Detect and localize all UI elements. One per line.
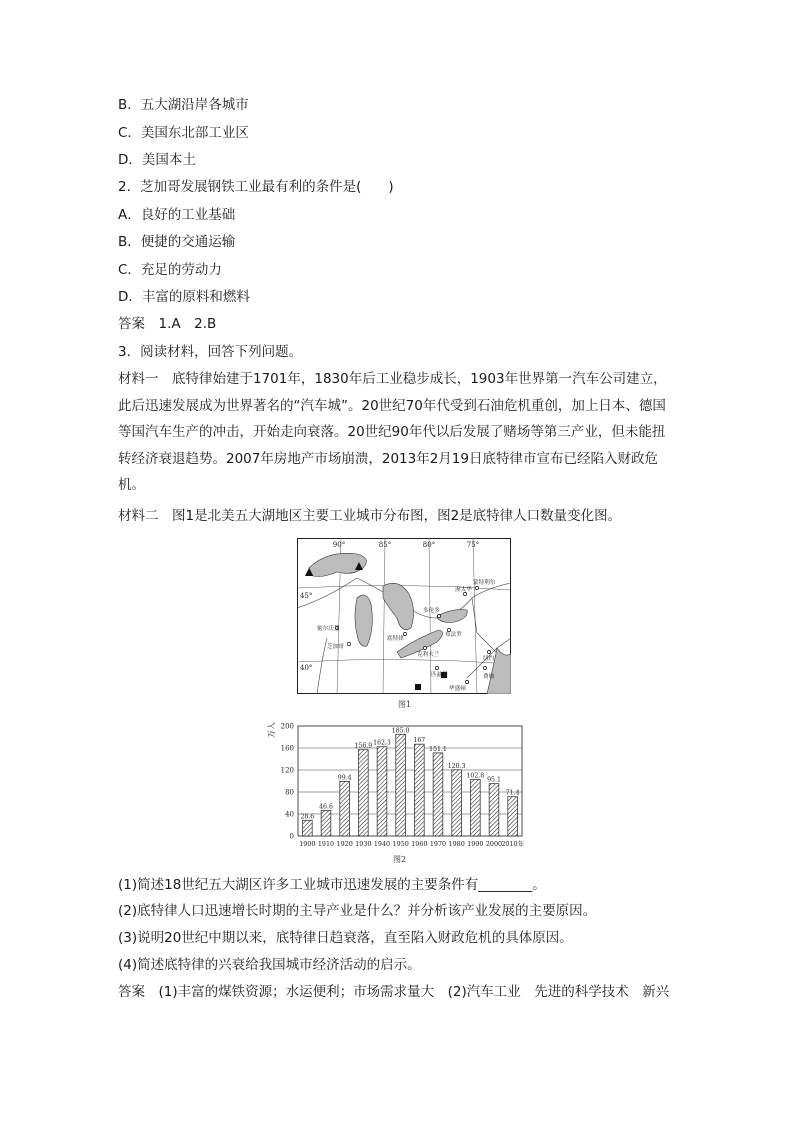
q2-option-a: A．良好的工业基础 (118, 207, 236, 223)
city-dot-newyork (487, 650, 490, 653)
city-label-detroit: 底特律 (387, 636, 404, 642)
q3-sub2: (2)底特律人口迅速增长时期的主导产业是什么？并分析该产业发展的主要原因。 (118, 903, 597, 919)
data-label: 185.0 (391, 727, 410, 735)
lat-label-45: 45° (300, 592, 313, 600)
data-label: 120.3 (447, 762, 466, 770)
city-label-milwaukee: 密尔沃基 (317, 626, 340, 632)
data-label: 71.4 (505, 789, 520, 797)
lon-label-80: 80° (422, 541, 436, 549)
q3-sub4: (4)简述底特律的兴衰给我国城市经济活动的启示。 (118, 957, 421, 973)
figure-1-caption: 图1 (398, 700, 412, 709)
x-tick-label: 1920 (336, 840, 353, 848)
lon-label-85: 85° (378, 541, 392, 549)
q2-option-b: B．便捷的交通运输 (118, 234, 236, 250)
q1-option-b: B．五大湖沿岸各城市 (118, 97, 249, 113)
bar-1900 (302, 820, 312, 836)
y-tick-label: 120 (280, 766, 294, 775)
city-label-buffalo: 布法罗 (445, 632, 462, 638)
x-tick-label: 2000 (485, 840, 503, 848)
x-tick-label: 1940 (373, 840, 391, 848)
x-tick-label: 1970 (429, 840, 447, 848)
q3-sub3: (3)说明20世纪中期以来，底特律日趋衰落，直至陷入财政危机的具体原因。 (118, 930, 573, 946)
detroit-population-chart (264, 718, 530, 852)
data-label: 46.6 (319, 803, 333, 811)
data-label: 28.6 (300, 813, 315, 821)
y-tick-label: 160 (280, 744, 294, 753)
y-tick-label: 0 (289, 832, 294, 841)
city-label-montreal: 蒙特利尔 (473, 580, 496, 586)
material-two: 材料二 图1是北美五大湖地区主要工业城市分布图，图2是底特律人口数量变化图。 (118, 508, 622, 524)
bar-1960 (414, 744, 424, 836)
lat-label-40: 40° (300, 664, 313, 672)
answer-1-2: 答案 1.A 2.B (118, 316, 217, 332)
coal-marker-2 (415, 684, 421, 690)
data-label: 167 (413, 737, 426, 745)
city-dot-detroit (403, 632, 406, 635)
data-label: 95.1 (487, 776, 501, 784)
x-tick-label: 1950 (392, 840, 409, 848)
q2-stem: 2．芝加哥发展钢铁工业最有利的条件是( ) (118, 179, 394, 195)
city-label-chicago: 芝加哥 (327, 644, 344, 650)
bar-2000 (489, 784, 499, 836)
q3-stem: 3．阅读材料，回答下列问题。 (118, 344, 303, 360)
q1-option-c: C．美国东北部工业区 (118, 125, 249, 141)
city-dot-washington (465, 680, 468, 683)
city-dot-pittsburgh (435, 666, 438, 669)
bar-1940 (377, 747, 387, 836)
q2-option-d: D．丰富的原料和燃料 (118, 289, 250, 305)
y-tick-label: 80 (285, 788, 294, 797)
lon-label-90: 90° (332, 541, 346, 549)
x-tick-label: 1900 (299, 840, 316, 848)
x-tick-label: 1960 (411, 840, 428, 848)
city-label-toronto: 多伦多 (423, 608, 440, 614)
x-tick-label: 2010年 (501, 840, 524, 848)
q2-option-c: C．充足的劳动力 (118, 262, 222, 278)
material-one: 材料一 底特律始建于1701年，1830年后工业稳步成长，1903年世界第一汽车公司建立，此后迅速发展成为世界著名的“汽车城”。20世纪70年代受到石油危机重创，加上日本、德国等国汽车生产的冲击，开始走向衰落。20世纪90年代以后发展了赌场等第三产业，但未能扭转经济衰退趋势。2007年房地产市场崩溃，2013年2月19日底特律市宣布已经陷入财政危机。 (118, 371, 667, 493)
bar-1930 (358, 750, 368, 836)
city-label-washington: 华盛顿 (449, 686, 466, 692)
bar-1970 (433, 753, 443, 836)
data-label: 162.3 (373, 739, 391, 747)
city-dot-toronto (437, 614, 440, 617)
y-tick-label: 40 (285, 810, 294, 819)
great-lakes-map (297, 538, 511, 694)
y-tick-label: 200 (280, 722, 294, 731)
city-label-ottawa: 渥太华 (455, 587, 472, 593)
data-label: 102.8 (466, 772, 485, 780)
y-axis-unit: 万人 (267, 722, 276, 738)
city-dot-montreal (475, 586, 478, 589)
lon-label-75: 75° (466, 541, 480, 549)
x-tick-label: 1910 (317, 840, 335, 848)
data-label: 156.9 (354, 742, 373, 750)
data-label: 151.1 (429, 745, 447, 753)
x-tick-label: 1930 (355, 840, 372, 848)
bar-1980 (452, 770, 462, 836)
data-label: 99.4 (337, 774, 352, 782)
bar-1920 (340, 781, 350, 836)
bar-2010年 (508, 797, 518, 836)
bar-1910 (321, 810, 331, 836)
x-tick-label: 1980 (448, 840, 465, 848)
q1-option-d: D．美国本土 (118, 152, 196, 168)
q3-sub1: (1)简述18世纪五大湖区许多工业城市迅速发展的主要条件有________。 (118, 877, 546, 893)
city-label-newyork: 纽约 (483, 656, 495, 662)
bar-1990 (470, 779, 480, 836)
city-dot-philadelphia (483, 666, 486, 669)
city-label-pittsburgh: 匹兹堡 (431, 672, 448, 678)
city-label-philadelphia: 费城 (483, 674, 495, 680)
city-dot-cleveland (423, 646, 426, 649)
x-tick-label: 1990 (467, 840, 484, 848)
city-dot-chicago (347, 642, 350, 645)
figure-2-caption: 图2 (393, 855, 407, 864)
bar-1950 (396, 734, 406, 836)
city-label-cleveland: 克利夫兰 (417, 652, 440, 658)
q3-answer: 答案 (1)丰富的煤铁资源；水运便利；市场需求量大 (2)汽车工业 先进的科学技术 新兴 (118, 984, 670, 1000)
